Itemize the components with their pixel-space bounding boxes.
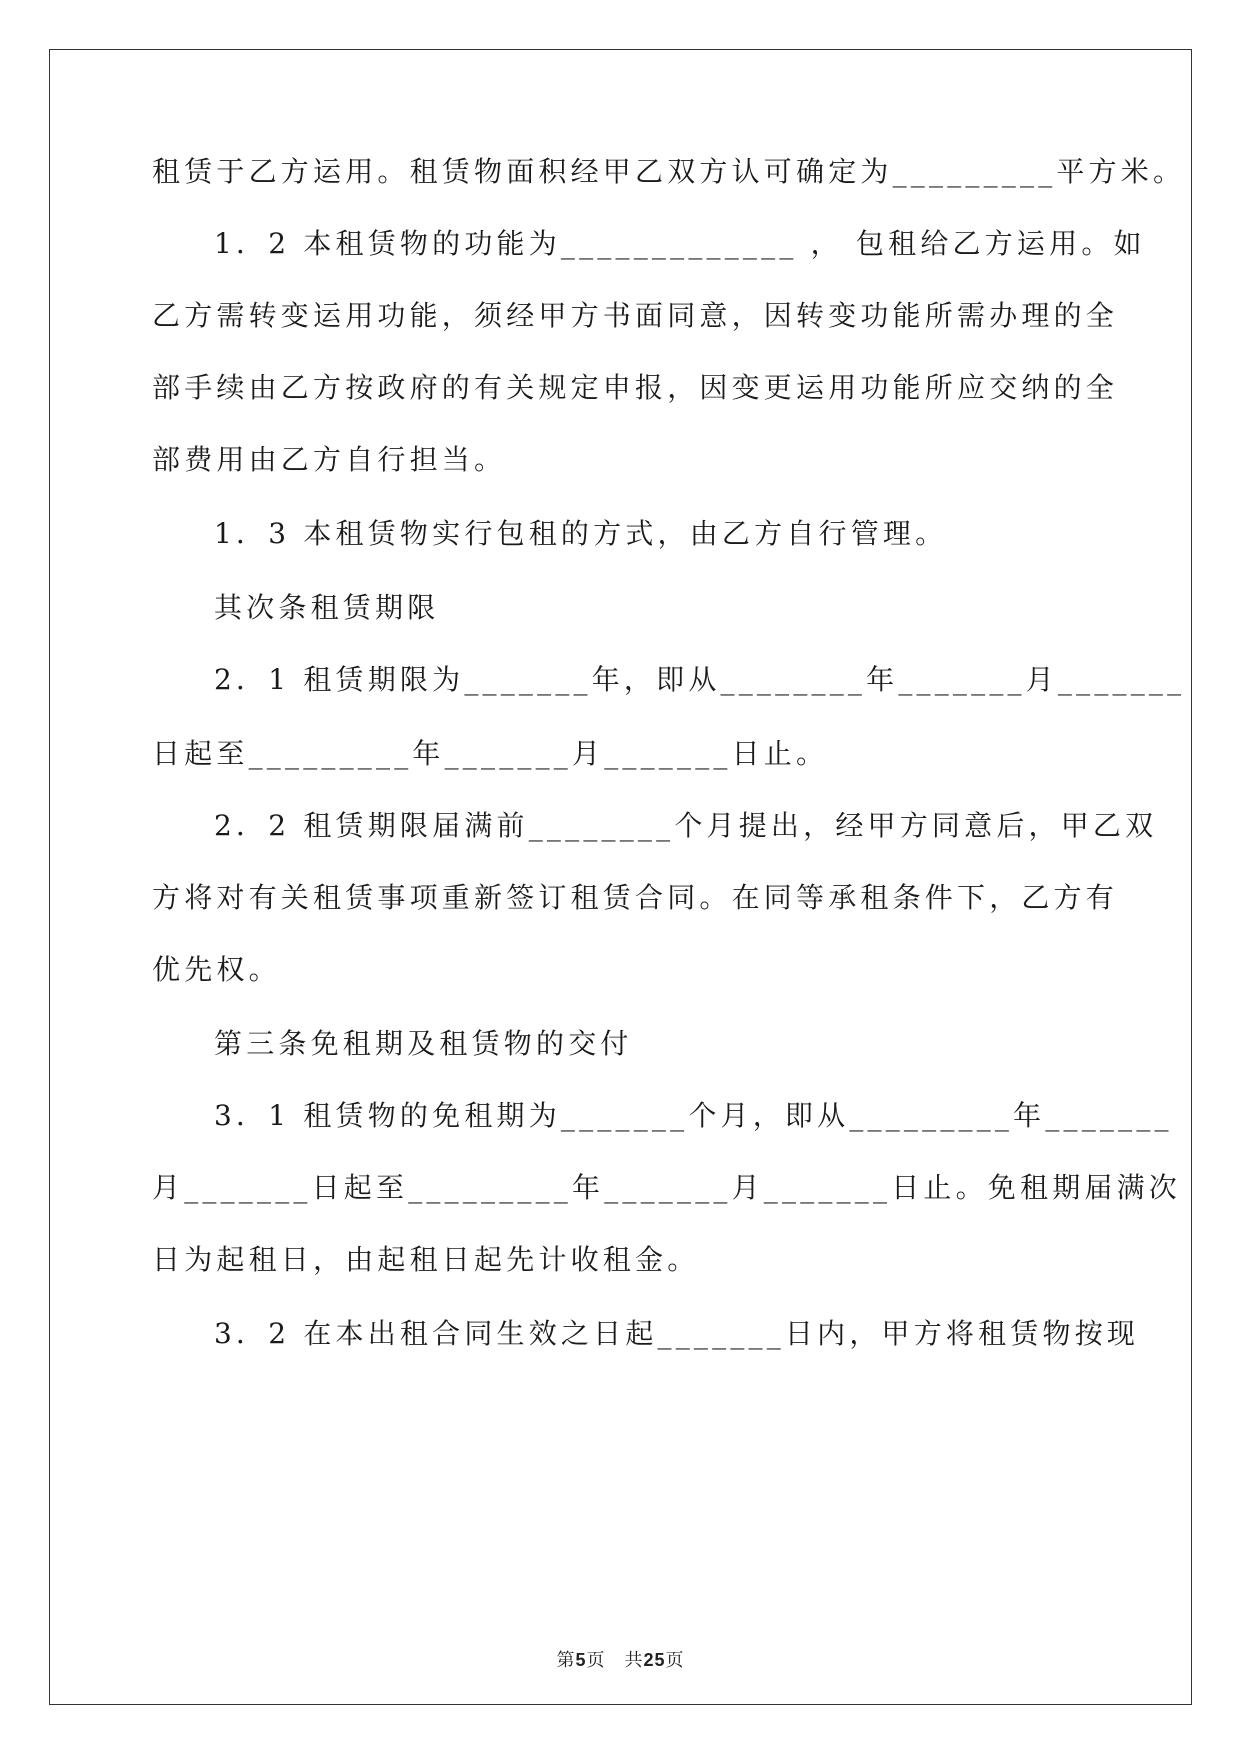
paragraph-line: 部费用由乙方自行担当。 xyxy=(152,443,507,476)
paragraph-line: 日为起租日，由起租日起先计收租金。 xyxy=(152,1243,700,1276)
clause-3-2-line: 3．2 在本出租合同生效之日起_______日内，甲方将租赁物按现 xyxy=(214,1317,1140,1350)
clause-3-1-line: 3．1 租赁物的免租期为_______个月，即从_________年_______ xyxy=(214,1099,1173,1132)
paragraph-line: 部手续由乙方按政府的有关规定申报，因变更运用功能所应交纳的全 xyxy=(152,371,1119,404)
clause-2-1-line: 2．1 租赁期限为_______年，即从________年_______月_______ xyxy=(214,663,1186,696)
footer-page-number: 5 xyxy=(575,1650,587,1670)
paragraph-line: 日起至_________年_______月_______日止。 xyxy=(152,737,829,770)
paragraph-line: 月_______日起至_________年_______月_______日止。免租期届满次 xyxy=(152,1171,1182,1204)
footer-page-prefix: 第 xyxy=(556,1650,576,1671)
section-heading-term: 其次条租赁期限 xyxy=(214,591,440,624)
clause-1-2-line: 1．2 本租赁物的功能为_____________ ， 包租给乙方运用。如 xyxy=(214,227,1146,260)
paragraph-line: 乙方需转变运用功能，须经甲方书面同意，因转变功能所需办理的全 xyxy=(152,299,1119,332)
clause-1-3-line: 1．3 本租赁物实行包租的方式，由乙方自行管理。 xyxy=(214,517,948,550)
footer-page-mid: 页 共 xyxy=(586,1650,644,1671)
page-footer xyxy=(0,1646,1241,1672)
clause-2-2-line: 2．2 租赁期限届满前________个月提出，经甲方同意后，甲乙双 xyxy=(214,809,1158,842)
paragraph-line: 方将对有关租赁事项重新签订租赁合同。在同等承租条件下，乙方有 xyxy=(152,881,1119,914)
section-heading-delivery: 第三条免租期及租赁物的交付 xyxy=(214,1027,633,1060)
footer-page-total: 25 xyxy=(643,1650,666,1670)
paragraph-line: 租赁于乙方运用。租赁物面积经甲乙双方认可确定为_________平方米。 xyxy=(152,155,1186,188)
paragraph-line: 优先权。 xyxy=(152,953,281,986)
footer-page-suffix: 页 xyxy=(665,1650,685,1671)
